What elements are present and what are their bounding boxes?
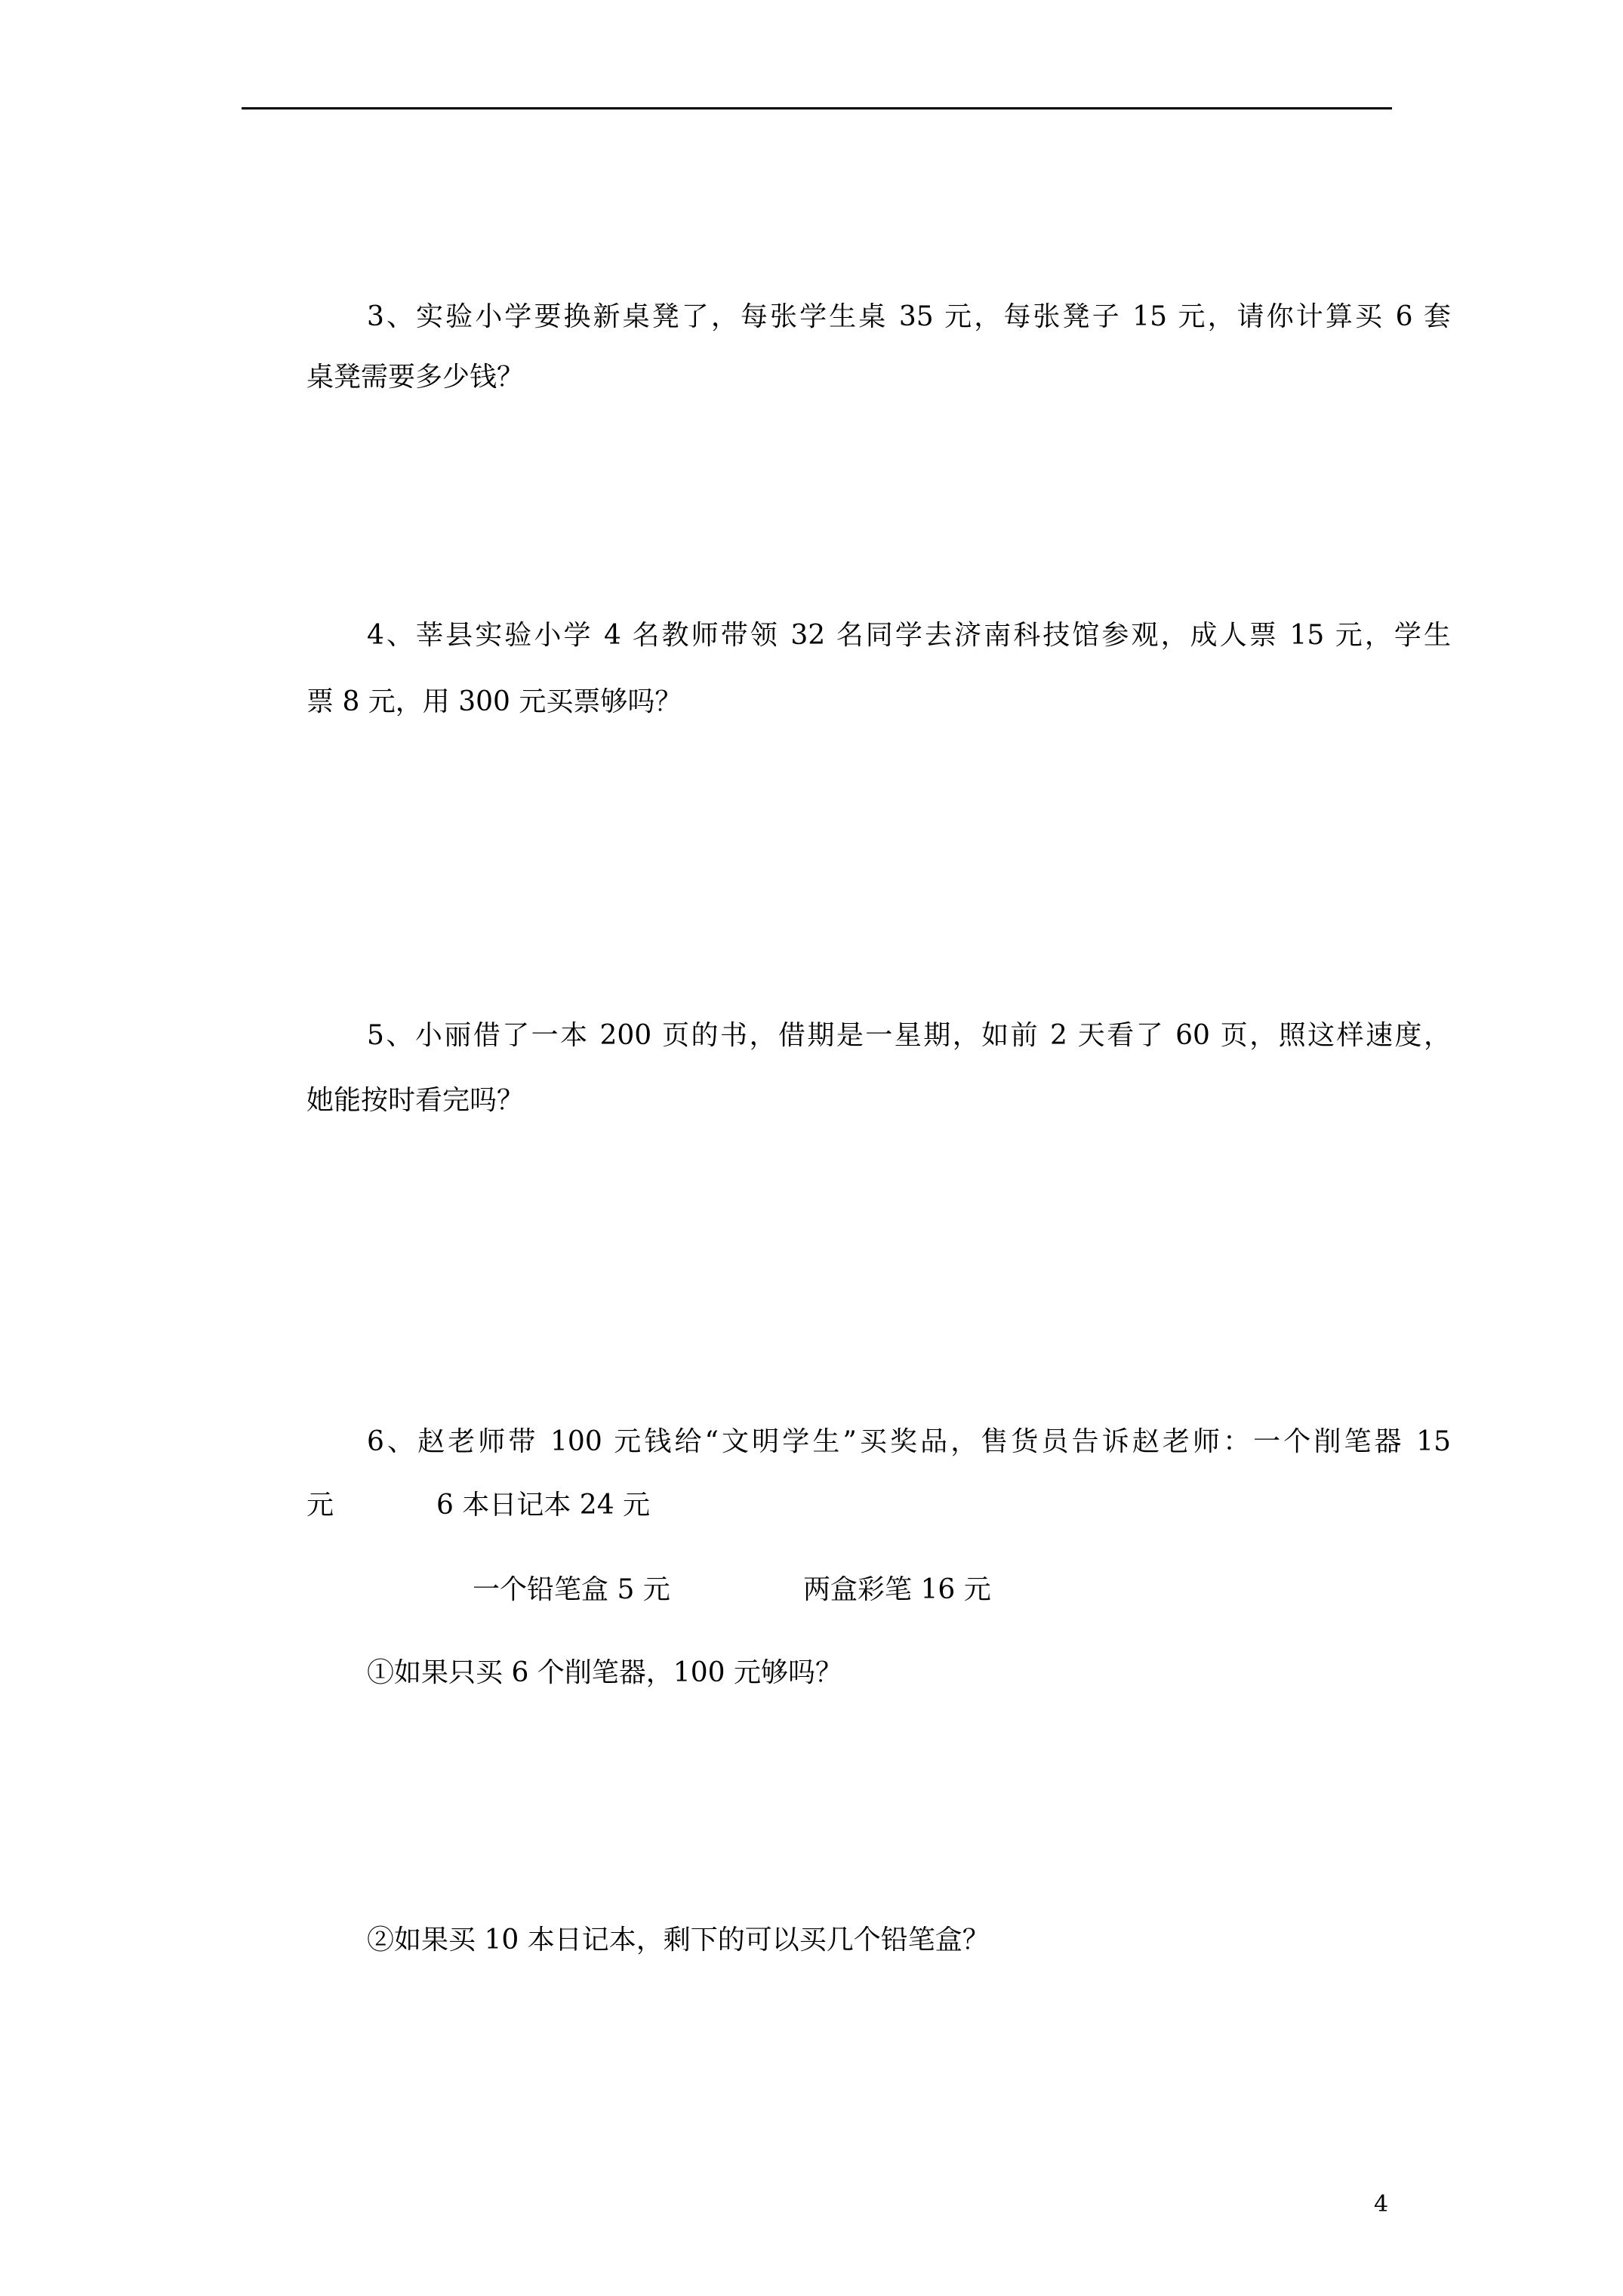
question-6-line-2-start: 元 bbox=[306, 1490, 334, 1521]
price-item-color-pens: 两盒彩笔 16 元 bbox=[803, 1574, 991, 1605]
header-rule bbox=[242, 107, 1392, 109]
question-4-line-1: 4、莘县实验小学 4 名教师带领 32 名同学去济南科技馆参观，成人票 15 元，学生 bbox=[367, 620, 1451, 651]
question-4-line-2: 票 8 元，用 300 元买票够吗？ bbox=[306, 686, 682, 717]
question-6-subquestion-1: ①如果只买 6 个削笔器，100 元够吗？ bbox=[367, 1657, 842, 1688]
page-number: 4 bbox=[1374, 2191, 1389, 2217]
question-6-line-1: 6、赵老师带 100 元钱给“文明学生”买奖品，售货员告诉赵老师：一个削笔器 15 bbox=[367, 1426, 1451, 1457]
question-3-line-1: 3、实验小学要换新桌凳了，每张学生桌 35 元，每张凳子 15 元，请你计算买 6 套 bbox=[367, 301, 1451, 332]
question-5-line-1: 5、小丽借了一本 200 页的书，借期是一星期，如前 2 天看了 60 页，照这样速度， bbox=[367, 1020, 1451, 1051]
question-6-subquestion-2: ②如果买 10 本日记本，剩下的可以买几个铅笔盒？ bbox=[367, 1925, 990, 1955]
price-item-notebooks: 6 本日记本 24 元 bbox=[436, 1490, 651, 1521]
price-item-pencil-box: 一个铅笔盒 5 元 bbox=[473, 1574, 670, 1605]
question-5-line-2: 她能按时看完吗？ bbox=[306, 1085, 525, 1116]
question-3-line-2: 桌凳需要多少钱？ bbox=[306, 362, 525, 393]
